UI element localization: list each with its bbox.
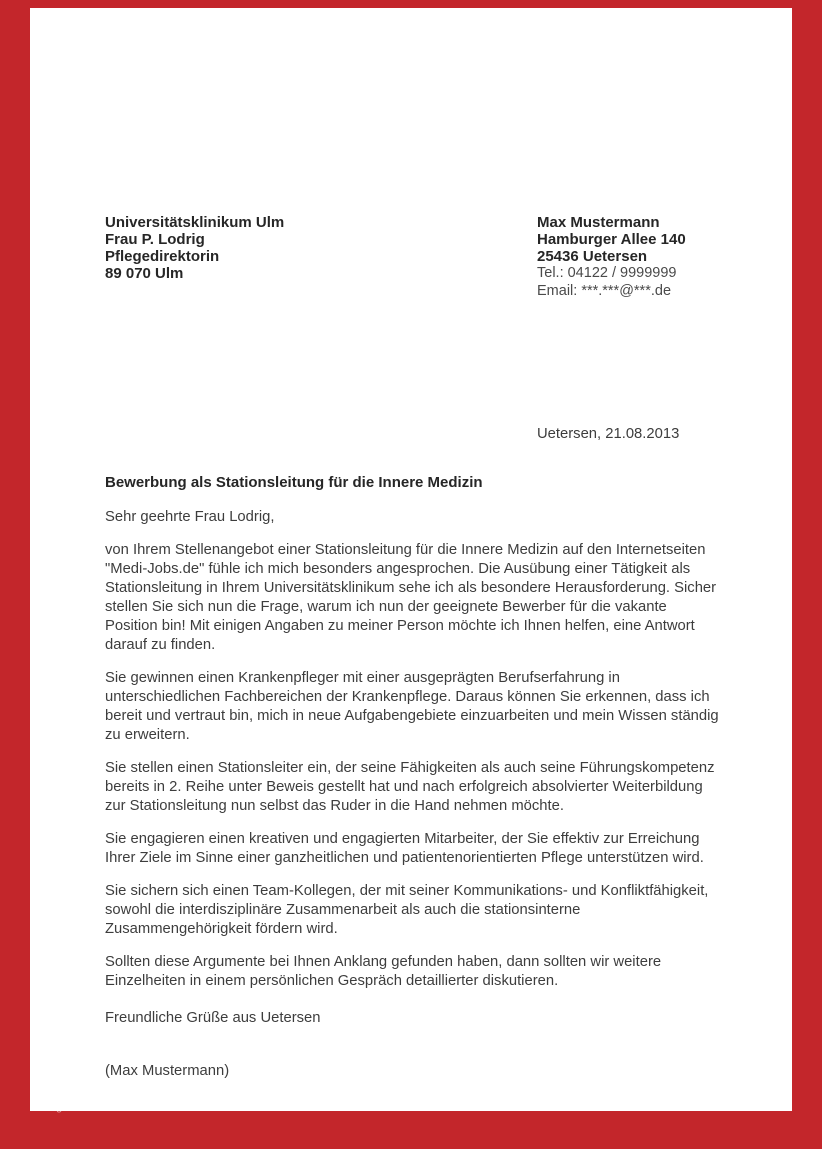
sender-line: 25436 Uetersen — [537, 248, 648, 265]
paragraph: Sie sichern sich einen Team-Kollegen, der mit seiner Kommunikations- und Konfliktfähigkeit, sowohl die interdisziplinäre Zusammenarbeit als auch die stationsinterne Zusammengehörigkeit fördern wird. — [105, 883, 709, 937]
salutation: Sehr geehrte Frau Lodrig, — [105, 509, 275, 525]
sender-phone: Tel.: 04122 / 9999999 — [537, 265, 677, 281]
recipient-line: Frau P. Lodrig — [105, 231, 205, 248]
sender-line: Max Mustermann — [537, 214, 660, 231]
recipient-line: Pflegedirektorin — [105, 248, 220, 265]
paragraph: Sie stellen einen Stationsleiter ein, der seine Fähigkeiten als auch seine Führungskompetenz bereits in 2. Reihe unter Beweis gestellt hat und nach erfolgreich absolvierter Weiterbildung zur Stationsleitung nun selbst das Ruder in die Hand nehmen möchte. — [105, 760, 715, 814]
closing-line: Freundliche Grüße aus Uetersen — [105, 1010, 321, 1026]
letter-page — [30, 8, 792, 1111]
sender-address — [537, 214, 686, 300]
sender-email: Email: ***.***@***.de — [537, 282, 672, 299]
paragraph: von Ihrem Stellenangebot einer Stationsleitung für die Innere Medizin auf den Internetseiten "Medi-Jobs.de" fühle ich mich besonders angesprochen. Die Ausübung einer Tätigkeit als Stationsleitung in Ihrem Universitätsklinikum sehe ich als besondere Herausforderung. Sicher stellen Sie sich nun die Frage, warum ich nun der geeignete Bewerber für die vakante Position bin! Mit einigen Angaben zu meiner Person möchte ich Ihnen helfen, eine Antwort darauf zu finden. — [105, 542, 717, 653]
date-line: Uetersen, 21.08.2013 — [537, 426, 680, 442]
blog-watermark: blog — [40, 1101, 63, 1113]
paragraph: Sie gewinnen einen Krankenpfleger mit einer ausgeprägten Berufserfahrung in unterschiedlichen Fachbereichen der Krankenpflege. Daraus können Sie erkennen, dass ich bereit und vertraut bin, mich in neue Aufgabengebiete einzuarbeiten und mein Wissen ständig zu erweitern. — [105, 670, 719, 743]
recipient-line: 89 070 Ulm — [105, 265, 184, 282]
signature-line: (Max Mustermann) — [105, 1063, 230, 1079]
recipient-line: Universitätsklinikum Ulm — [105, 214, 285, 231]
paragraph: Sie engagieren einen kreativen und engagierten Mitarbeiter, der Sie effektiv zur Erreichung Ihrer Ziele im Sinne einer ganzheitlichen und patientenorientierten Pflege unterstützen wird. — [105, 831, 704, 866]
paragraph: Sollten diese Argumente bei Ihnen Anklang gefunden haben, dann sollten wir weitere Einzelheiten in einem persönlichen Gespräch detaillierter diskutieren. — [105, 954, 662, 989]
letter-body — [105, 508, 722, 1081]
subject-line: Bewerbung als Stationsleitung für die Innere Medizin — [105, 474, 483, 491]
sender-line: Hamburger Allee 140 — [537, 231, 686, 248]
address-section — [105, 214, 722, 300]
recipient-address — [105, 214, 537, 282]
